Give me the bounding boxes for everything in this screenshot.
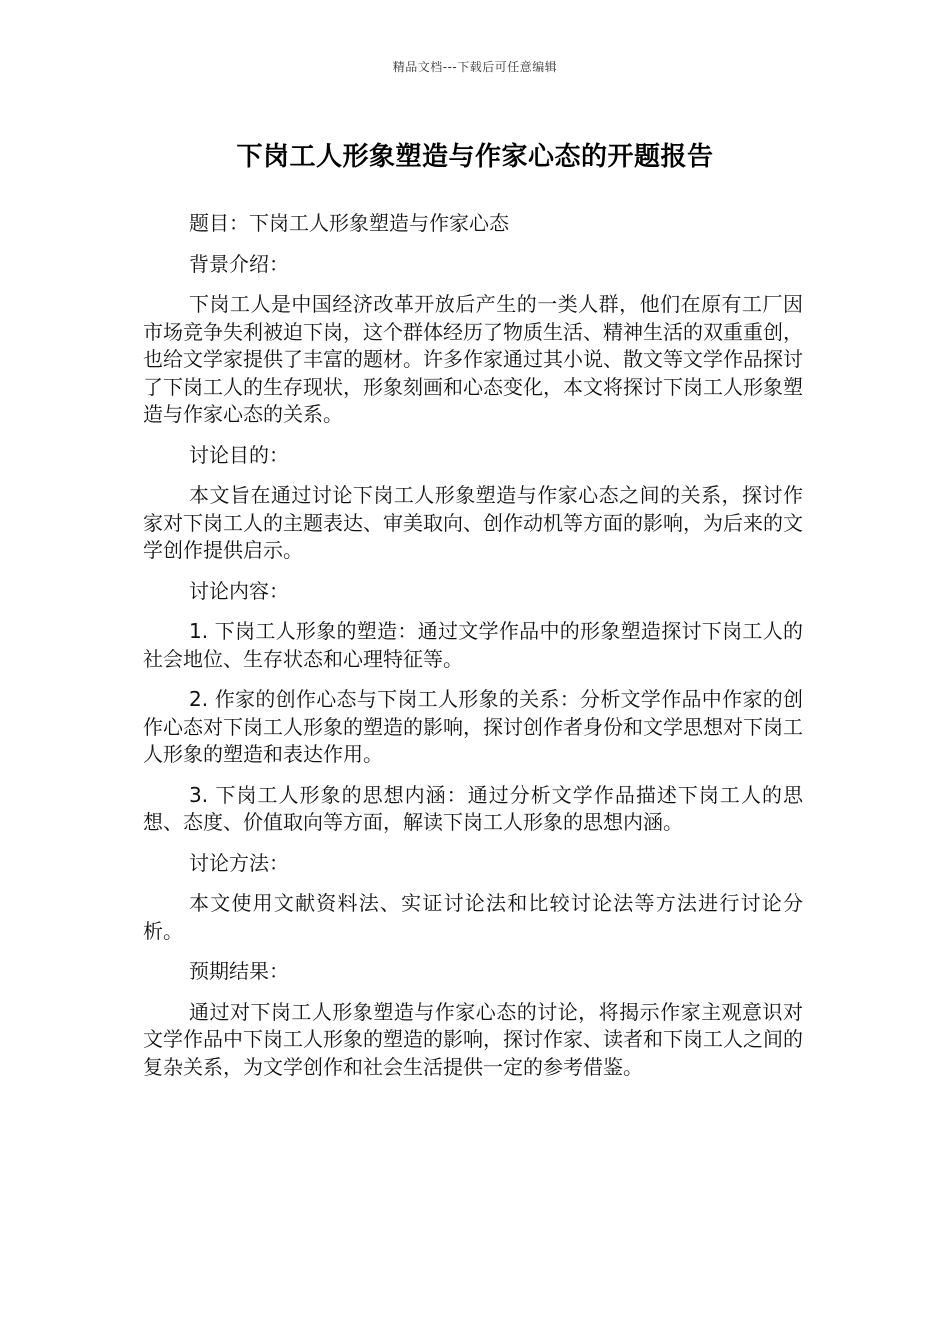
section-heading-purpose: 讨论目的： [189, 442, 289, 467]
section-heading-expected: 预期结果： [189, 959, 289, 983]
background-paragraph: 下岗工人是中国经济改革开放后产生的一类人群，他们在原有工厂因市场竞争失利被迫下岗，这个群体经历了物质生活、精神生活的双重重创，也给文学家提供了丰富的题材。许多作家通过其小说、散文等文学作品探讨了下岗工人的生存现状，形象刻画和心态变化，本文将探讨下岗工人形象塑造与作家心态的关系。 [143, 292, 803, 426]
topic-line: 题目：下岗工人形象塑造与作家心态 [189, 211, 509, 235]
content-item-2: 2. 作家的创作心态与下岗工人形象的关系：分析文学作品中作家的创作心态对下岗工人形象的塑造的影响，探讨创作者身份和文学思想对下岗工人形象的塑造和表达作用。 [143, 687, 803, 766]
section-heading-method: 讨论方法： [189, 850, 289, 875]
section-heading-content: 讨论内容： [189, 578, 289, 603]
document-body [143, 210, 803, 1094]
document-title: 下岗工人形象塑造与作家心态的开题报告 [236, 142, 714, 172]
header-note: 精品文档---下载后可任意编辑 [392, 60, 558, 74]
section-heading-background: 背景介绍： [189, 251, 289, 276]
expected-paragraph: 通过对下岗工人形象塑造与作家心态的讨论，将揭示作家主观意识对文学作品中下岗工人形象的塑造的影响，探讨作家、读者和下岗工人之间的复杂关系，为文学创作和社会生活提供一定的参考借鉴。 [143, 999, 803, 1079]
method-paragraph: 本文使用文献资料法、实证讨论法和比较讨论法等方法进行讨论分析。 [143, 891, 803, 943]
content-item-3: 3. 下岗工人形象的思想内涵：通过分析文学作品描述下岗工人的思想、态度、价值取向等方面，解读下岗工人形象的思想内涵。 [143, 782, 803, 834]
purpose-paragraph: 本文旨在通过讨论下岗工人形象塑造与作家心态之间的关系，探讨作家对下岗工人的主题表达、审美取向、创作动机等方面的影响，为后来的文学创作提供启示。 [143, 483, 803, 562]
content-item-1: 1. 下岗工人形象的塑造：通过文学作品中的形象塑造探讨下岗工人的社会地位、生存状态和心理特征等。 [143, 619, 803, 671]
